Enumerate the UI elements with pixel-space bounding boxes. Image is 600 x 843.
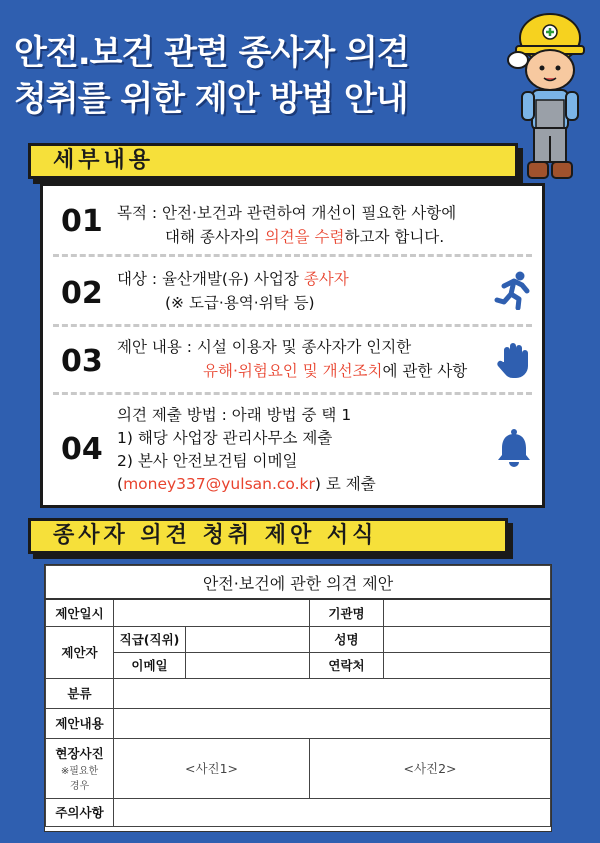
date-label: 제안일시 [46, 599, 114, 626]
content-label: 제안내용 [46, 708, 114, 738]
item-text-line: 제안 내용 : 시설 이용자 및 종사자가 인지한 [117, 338, 412, 356]
item-number: 03 [61, 344, 103, 379]
org-label: 기관명 [310, 599, 384, 626]
title-line-2: 청취를 위한 제안 방법 안내 [14, 79, 408, 119]
divider [53, 392, 532, 395]
page-title [14, 30, 514, 122]
name-label: 성명 [310, 626, 384, 652]
title-line-1: 안전.보건 관련 종사자 의견 [14, 33, 409, 73]
name-field[interactable] [384, 626, 551, 652]
notes-label: 주의사항 [46, 798, 114, 826]
category-label: 분류 [46, 678, 114, 708]
email-field[interactable] [186, 652, 310, 678]
section-banner-details [28, 143, 518, 179]
form-title: 안전·보건에 관한 의견 제안 [46, 566, 551, 600]
item-text-line: 대상 : 율산개발(유) 사업장 종사자 [117, 270, 349, 288]
rank-field[interactable] [186, 626, 310, 652]
item-text-line: 목적 : 안전·보건과 관련하여 개선이 필요한 사항에 [117, 204, 457, 222]
highlight-text: 유해·위험요인 및 개선조치 [203, 362, 383, 380]
proposer-label: 제안자 [46, 626, 114, 678]
item-text-line: 대해 종사자의 의견을 수렴하고자 합니다. [165, 228, 445, 246]
category-field[interactable] [114, 678, 551, 708]
item-number: 04 [61, 432, 103, 467]
bell-icon [494, 428, 534, 468]
date-field[interactable] [114, 599, 310, 626]
photo-slot-1[interactable]: <사진1> [114, 738, 310, 798]
item-number: 01 [61, 204, 103, 239]
proposal-form-table [45, 565, 551, 827]
org-field[interactable] [384, 599, 551, 626]
details-box [40, 183, 545, 508]
running-person-icon [494, 270, 534, 310]
section-label-details: 세부내용 [53, 148, 155, 173]
content-field[interactable] [114, 708, 551, 738]
item-text-line: (※ 도급·용역·위탁 등) [165, 294, 315, 312]
item-text-line: (money337@yulsan.co.kr) 로 제출 [117, 475, 376, 493]
contact-label: 연락처 [310, 652, 384, 678]
hand-icon [494, 340, 534, 380]
divider [53, 324, 532, 327]
email-address: money337@yulsan.co.kr [123, 475, 315, 493]
email-label: 이메일 [114, 652, 186, 678]
item-text-line: 1) 해당 사업장 관리사무소 제출 [117, 429, 333, 447]
contact-field[interactable] [384, 652, 551, 678]
highlight-text: 의견을 수렴 [264, 228, 345, 246]
divider [53, 254, 532, 257]
item-text-line: 2) 본사 안전보건팀 이메일 [117, 452, 298, 470]
item-number: 02 [61, 276, 103, 311]
photo-label-cell [46, 738, 114, 798]
item-text-line: 의견 제출 방법 : 아래 방법 중 택 1 [117, 406, 352, 424]
notes-field[interactable] [114, 798, 551, 826]
proposal-form [44, 564, 552, 832]
photo-note: 경우 [69, 781, 90, 792]
item-text-line: 유해·위험요인 및 개선조치에 관한 사항 [203, 362, 468, 380]
section-banner-form [28, 518, 508, 554]
rank-label: 직급(직위) [114, 626, 186, 652]
highlight-text: 종사자 [303, 270, 349, 288]
photo-slot-2[interactable]: <사진2> [310, 738, 551, 798]
photo-note: ※필요한 [60, 766, 99, 777]
photo-label: 현장사진 [55, 746, 104, 761]
section-label-form: 종사자 의견 청취 제안 서식 [53, 523, 378, 548]
